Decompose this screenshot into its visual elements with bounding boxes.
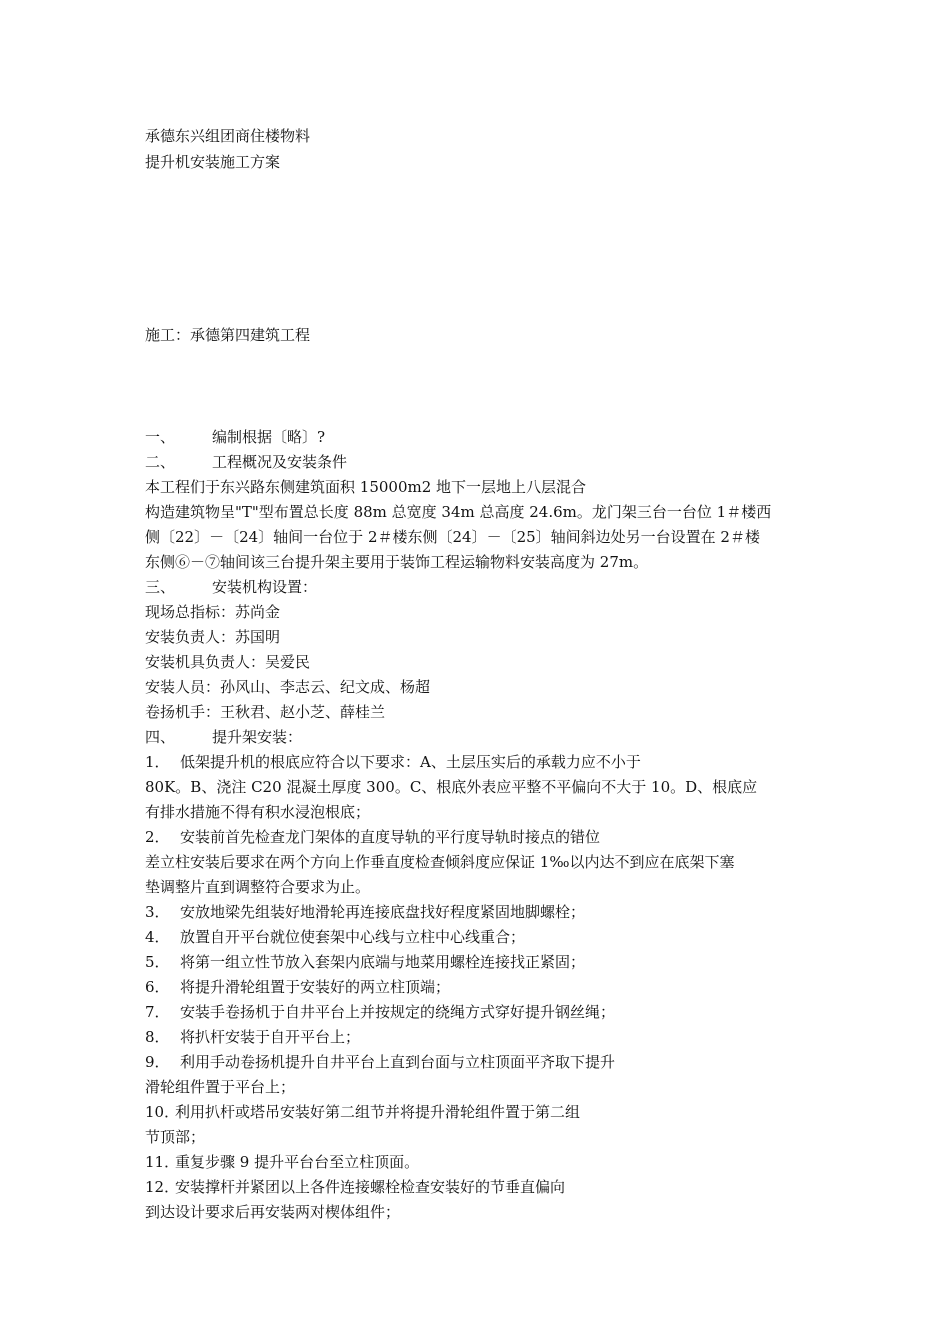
step-text: 利用扒杆或塔吊安装好第二组节并将提升滑轮组件置于第二组 [175,1103,581,1121]
step-number: 11． [145,1153,180,1171]
step-6 [145,975,810,1000]
step-number: 1． [145,753,170,771]
step-text: 将第一组立性节放入套架内底端与地菜用螺栓连接找正紧固； [180,953,586,971]
step-text: 重复步骤 9 提升平台台至立柱顶面。 [175,1153,420,1171]
section-title: 提升架安装： [212,728,303,746]
overview-line: 本工程们于东兴路东侧建筑面积 15000m2 地下一层地上八层混合 [145,478,587,496]
step-number: 8． [145,1028,170,1046]
section-title: 安装机构设置： [212,578,318,596]
step-text: 低架提升机的根底应符合以下要求：A、土层压实后的承载力应不小于 [180,753,641,771]
step-5 [145,950,810,975]
section-number: 三、 [145,578,176,596]
step-12-continued: 到达设计要求后再安装两对楔体组件； [145,1203,401,1221]
step-12 [145,1175,810,1200]
step-text: 安装前首先检查龙门架体的直度导轨的平行度导轨时接点的错位 [180,828,601,846]
overview-line: 侧〔22〕－〔24〕轴间一台位于 2＃楼东侧〔24〕－〔25〕轴间斜边处另一台设置在 2＃楼 [145,528,760,546]
section-title: 编制根据〔略〕? [212,428,326,446]
section-heading-1 [145,425,810,450]
step-number: 6． [145,978,170,996]
step-number: 4． [145,928,170,946]
section-title: 工程概况及安装条件 [212,453,348,471]
step-text: 放置自开平台就位使套架中心线与立柱中心线重合； [180,928,526,946]
title-line-1: 承德东兴组团商住楼物料 [145,127,311,145]
section-number: 一、 [145,428,176,446]
step-9 [145,1050,810,1075]
step-number: 5． [145,953,170,971]
step-11 [145,1150,810,1175]
section-heading-4 [145,725,810,750]
overview-line: 构造建筑物呈"T"型布置总长度 88m 总宽度 34m 总高度 24.6m。龙门架三台一台位 1＃楼西 [145,503,772,521]
section-number: 二、 [145,453,176,471]
step-text: 将扒杆安装于自开平台上； [180,1028,361,1046]
staff-line: 安装人员：孙风山、李志云、纪文成、杨超 [145,678,431,696]
step-10-continued: 节顶部； [145,1128,206,1146]
step-number: 12． [145,1178,180,1196]
step-10 [145,1100,810,1125]
section-heading-2 [145,450,810,475]
step-3 [145,900,810,925]
step-text: 安装撑杆并紧团以上各件连接螺栓检查安装好的节垂直偏向 [175,1178,566,1196]
step-1 [145,750,810,775]
step-number: 2． [145,828,170,846]
step-8 [145,1025,810,1050]
step-7 [145,1000,810,1025]
constructor-line: 施工：承德第四建筑工程 [145,326,311,344]
step-text: 安放地梁先组装好地滑轮再连接底盘找好程度紧固地脚螺栓； [180,903,586,921]
step-number: 9． [145,1053,170,1071]
staff-line: 卷扬机手：王秋君、赵小芝、薛桂兰 [145,703,386,721]
overview-line: 东侧⑥－⑦轴间该三台提升架主要用于装饰工程运输物料安装高度为 27m。 [145,553,649,571]
step-1-continued: 有排水措施不得有积水浸泡根底； [145,803,371,821]
step-text: 安装手卷扬机于自井平台上并按规定的绕绳方式穿好提升钢丝绳； [180,1003,616,1021]
step-number: 10． [145,1103,180,1121]
step-2 [145,825,810,850]
step-text: 将提升滑轮组置于安装好的两立柱顶端； [180,978,451,996]
step-4 [145,925,810,950]
step-number: 3． [145,903,170,921]
staff-line: 安装负责人：苏国明 [145,628,281,646]
step-2-continued: 差立柱安装后要求在两个方向上作垂直度检查倾斜度应保证 1‰以内达不到应在底架下塞 [145,853,735,871]
section-heading-3 [145,575,810,600]
step-1-continued: 80K。B、浇注 C20 混凝土厚度 300。C、根底外表应平整不平偏向不大于 10。D、根底应 [145,778,758,796]
step-9-continued: 滑轮组件置于平台上； [145,1078,296,1096]
section-number: 四、 [145,728,176,746]
title-line-2: 提升机安装施工方案 [145,153,281,171]
step-number: 7． [145,1003,170,1021]
step-text: 利用手动卷扬机提升自井平台上直到台面与立柱顶面平齐取下提升 [180,1053,616,1071]
staff-line: 安装机具负责人：吴爱民 [145,653,311,671]
step-2-continued: 垫调整片直到调整符合要求为止。 [145,878,371,896]
staff-line: 现场总指标：苏尚金 [145,603,281,621]
